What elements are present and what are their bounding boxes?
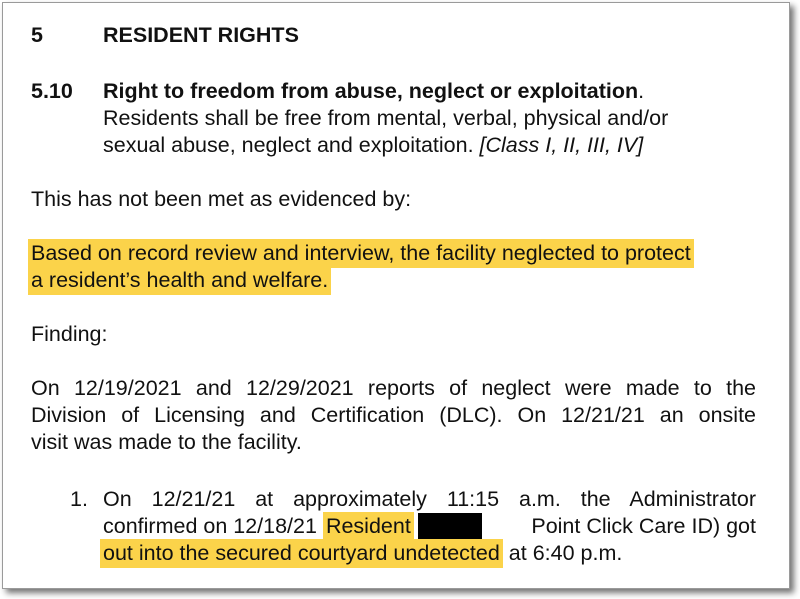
list-item-line3 <box>103 539 622 567</box>
finding-line3: visit was made to the facility. <box>31 430 302 454</box>
finding-label: Finding: <box>31 322 108 346</box>
highlighted-text: out into the secured courtyard undetected <box>100 539 503 568</box>
subsection-body-line1: Residents shall be free from mental, verbal, physical and/or <box>103 106 669 130</box>
list-item-text: at 6:40 p.m. <box>502 541 623 565</box>
not-met-statement: This has not been met as evidenced by: <box>31 187 412 211</box>
list-item-text: confirmed on 12/18/21 <box>103 514 323 538</box>
highlighted-text: Resident <box>323 512 414 541</box>
section-title: RESIDENT RIGHTS <box>103 23 299 47</box>
finding-line2: Division of Licensing and Certification (DLC). On 12/21/21 an onsite <box>31 403 756 427</box>
list-item-number: 1. <box>70 487 88 511</box>
subsection-title: Right to freedom from abuse, neglect or exploitation <box>103 79 639 103</box>
subsection-number: 5.10 <box>31 79 73 103</box>
highlighted-text: Based on record review and interview, the facility neglected to protect <box>28 239 694 268</box>
subsection-title-end: . <box>638 79 645 103</box>
highlighted-text: a resident’s health and welfare. <box>28 266 331 295</box>
finding-line1: On 12/19/2021 and 12/29/2021 reports of neglect were made to the <box>31 376 756 400</box>
list-item-line2-start <box>103 512 486 540</box>
document-page <box>2 2 790 589</box>
subsection-title-line <box>103 77 644 105</box>
highlight-line2 <box>31 266 331 294</box>
subsection-body-text: sexual abuse, neglect and exploitation. <box>103 133 480 157</box>
redaction-block <box>418 513 482 539</box>
list-item-text: Point Click Care ID) got <box>531 514 756 538</box>
highlight-line1 <box>31 239 694 267</box>
list-item-line1: On 12/21/21 at approximately 11:15 a.m. the Administrator <box>103 487 756 511</box>
list-item-line2 <box>103 512 756 540</box>
class-note: [Class I, II, III, IV] <box>479 133 644 157</box>
subsection-body-line2 <box>103 131 643 159</box>
section-number: 5 <box>31 23 43 47</box>
